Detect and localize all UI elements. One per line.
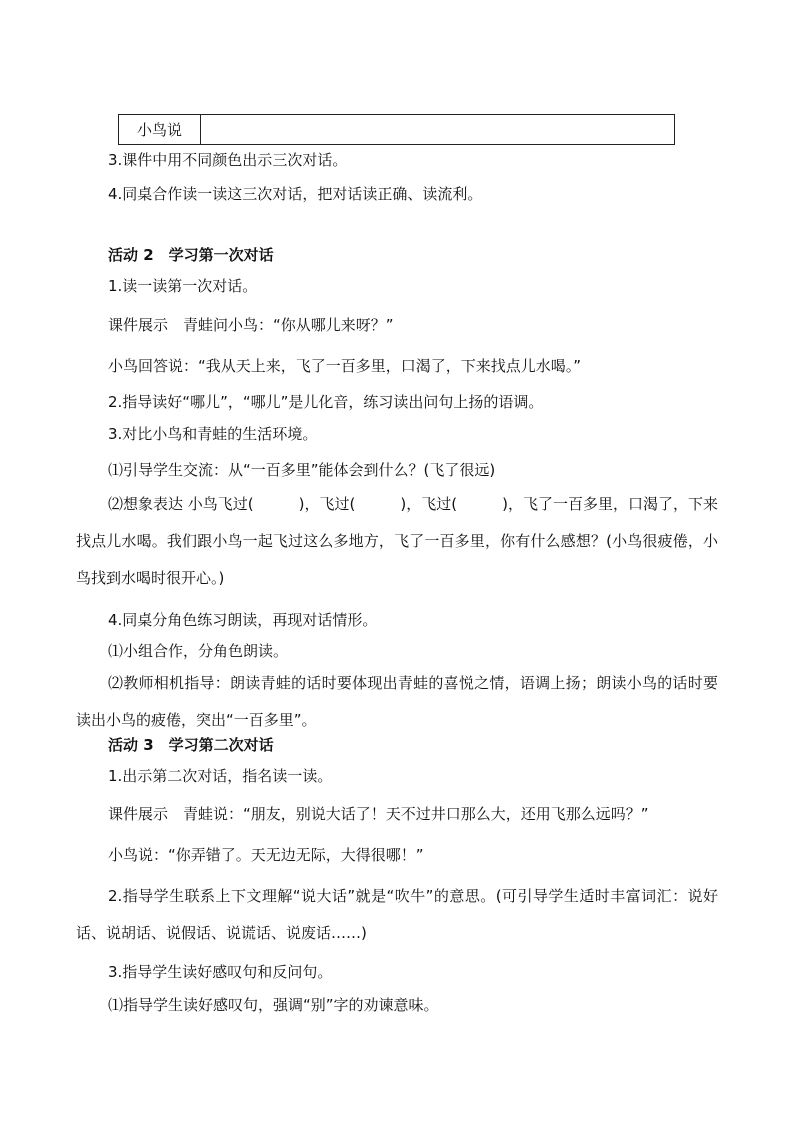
activity-3-heading: 活动 3 学习第二次对话 <box>108 736 274 754</box>
courseware-display-2: 课件展示 青蛙说：“朋友，别说大话了！天不过井口那么大，还用飞那么远吗？” <box>108 805 649 823</box>
vocabulary-paragraph: 2.指导学生联系上下文理解“说大话”就是“吹牛”的意思。(可引导学生适时丰富词汇：说好话、说胡话、说假话、说谎话、说废话……) <box>76 887 718 942</box>
activity-2-step-4-1: ⑴小组合作，分角色朗读。 <box>108 642 289 660</box>
step-3: 3.课件中用不同颜色出示三次对话。 <box>108 151 348 169</box>
bird-answer: 小鸟回答说：“我从天上来，飞了一百多里，口渴了，下来找点儿水喝。” <box>108 357 582 375</box>
table-label-cell: 小鸟说 <box>119 115 201 145</box>
activity-2-step-4: 4.同桌分角色练习朗读，再现对话情形。 <box>108 611 378 629</box>
activity-2-step-3: 3.对比小鸟和青蛙的生活环境。 <box>108 425 318 443</box>
imagination-paragraph: ⑵想象表达 小鸟飞过( )，飞过( )，飞过( )，飞了一百多里，口渴了，下来找点儿水喝。我们跟小鸟一起飞过这么多地方，飞了一百多里，你有什么感想？(小鸟很疲倦，小鸟找到水喝时很开心。) <box>76 495 718 587</box>
activity-2-step-2: 2.指导读好“哪儿”，“哪儿”是儿化音，练习读出问句上扬的语调。 <box>108 393 544 411</box>
teacher-guidance-paragraph: ⑵教师相机指导：朗读青蛙的话时要体现出青蛙的喜悦之情，语调上扬；朗读小鸟的话时要读出小鸟的疲倦，突出“一百多里”。 <box>76 674 718 729</box>
activity-2-step-1: 1.读一读第一次对话。 <box>108 277 258 295</box>
dialog-table <box>118 114 675 145</box>
activity-3-step-3-1: ⑴指导学生读好感叹句，强调“别”字的劝谏意味。 <box>108 996 439 1014</box>
table-content-cell <box>201 115 675 145</box>
activity-3-step-1: 1.出示第二次对话，指名读一读。 <box>108 767 333 785</box>
courseware-display-1: 课件展示 青蛙问小鸟：“你从哪儿来呀？” <box>108 316 394 334</box>
activity-3-step-3: 3.指导学生读好感叹句和反问句。 <box>108 963 333 981</box>
activity-2-step-3-1: ⑴引导学生交流：从“一百多里”能体会到什么？(飞了很远) <box>108 461 496 479</box>
bird-reply: 小鸟说：“你弄错了。天无边无际，大得很哪！” <box>108 846 424 864</box>
step-4: 4.同桌合作读一读这三次对话，把对话读正确、读流利。 <box>108 185 483 203</box>
activity-2-heading: 活动 2 学习第一次对话 <box>108 246 274 264</box>
